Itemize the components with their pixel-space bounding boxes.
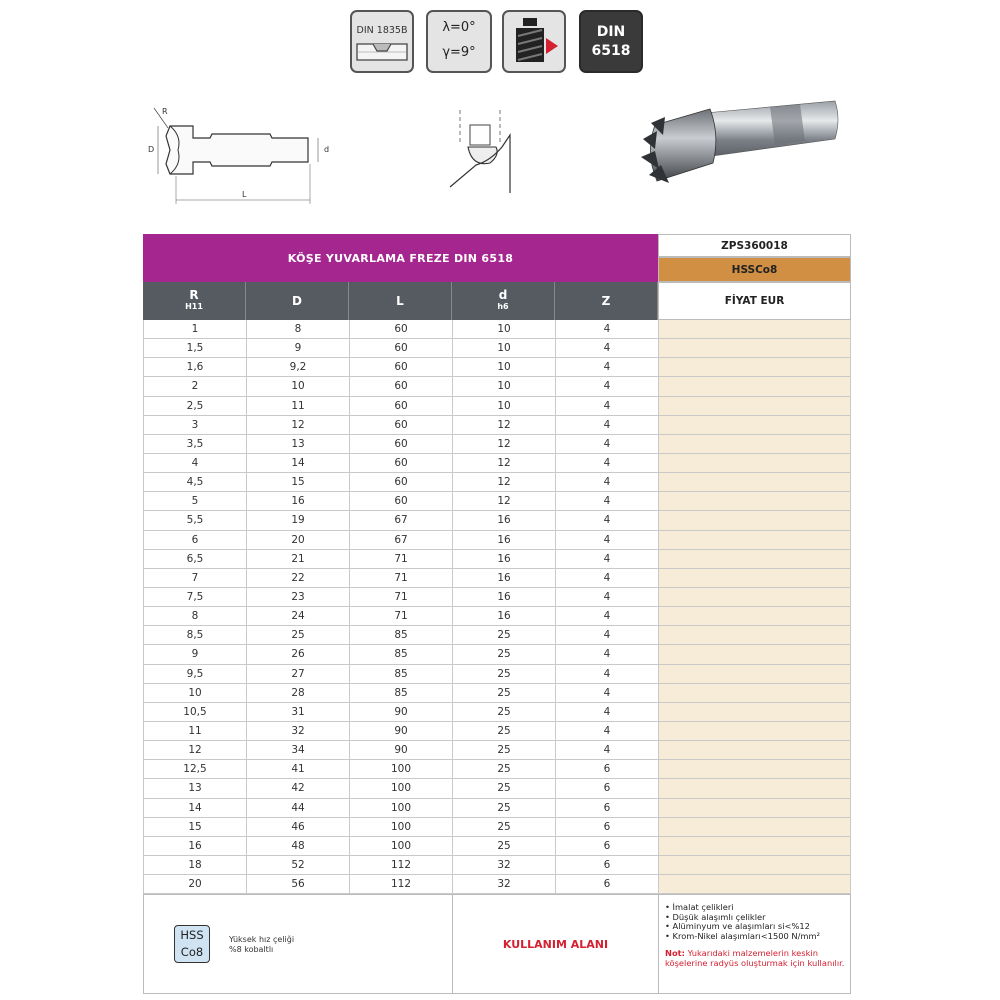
table-cell: 21 — [246, 550, 349, 568]
table-row — [143, 760, 851, 779]
table-row — [143, 607, 851, 626]
price-cell — [658, 531, 851, 549]
table-cell: 20 — [246, 531, 349, 549]
table-cell: 4 — [555, 511, 658, 529]
table-cell: 67 — [349, 511, 452, 529]
table-cell: 4 — [555, 569, 658, 587]
table-cell: 100 — [349, 837, 452, 855]
usage-note: Not: Yukarıdaki malzemelerin keskin köşelerine radyüs oluşturmak için kullanılır. — [665, 948, 845, 968]
cutting-direction-icon — [504, 12, 564, 71]
table-cell: 14 — [143, 799, 246, 817]
cutting-direction-badge — [502, 10, 566, 73]
table-cell: 60 — [349, 473, 452, 491]
table-cell: 44 — [246, 799, 349, 817]
table-cell: 13 — [246, 435, 349, 453]
table-cell: 25 — [246, 626, 349, 644]
table-cell: 112 — [349, 856, 452, 874]
table-cell: 12 — [452, 435, 555, 453]
table-cell: 4 — [555, 741, 658, 759]
table-cell: 60 — [349, 377, 452, 395]
table-cell: 67 — [349, 531, 452, 549]
table-cell: 85 — [349, 665, 452, 683]
table-cell: 4 — [555, 607, 658, 625]
table-cell: 6,5 — [143, 550, 246, 568]
table-cell: 52 — [246, 856, 349, 874]
table-cell: 100 — [349, 818, 452, 836]
table-cell: 18 — [143, 856, 246, 874]
table-cell: 28 — [246, 684, 349, 702]
table-cell: 27 — [246, 665, 349, 683]
table-cell: 71 — [349, 569, 452, 587]
table-cell: 32 — [246, 722, 349, 740]
table-cell: 25 — [452, 818, 555, 836]
table-cell: 10 — [452, 397, 555, 415]
table-cell: 4 — [555, 665, 658, 683]
table-cell: 12 — [246, 416, 349, 434]
table-cell: 60 — [349, 320, 452, 338]
price-cell — [658, 377, 851, 395]
table-cell: 1 — [143, 320, 246, 338]
table-cell: 12 — [452, 416, 555, 434]
table-row — [143, 511, 851, 530]
price-cell — [658, 416, 851, 434]
shank-diameter-label: d — [324, 145, 330, 154]
table-cell: 8 — [143, 607, 246, 625]
table-cell: 25 — [452, 665, 555, 683]
table-cell: 16 — [246, 492, 349, 510]
product-code: ZPS360018 — [658, 234, 851, 257]
table-cell: 85 — [349, 684, 452, 702]
table-row — [143, 416, 851, 435]
usage-item: • İmalat çelikleri — [665, 903, 852, 913]
table-cell: 6 — [555, 760, 658, 778]
table-cell: 2 — [143, 377, 246, 395]
price-cell — [658, 435, 851, 453]
price-cell — [658, 684, 851, 702]
usage-item: • Alüminyum ve alaşımları si<%12 — [665, 922, 852, 932]
table-cell: 15 — [246, 473, 349, 491]
table-row — [143, 397, 851, 416]
price-cell — [658, 818, 851, 836]
table-cell: 10 — [452, 320, 555, 338]
material-info — [144, 895, 453, 993]
usage-list — [659, 895, 852, 993]
usage-sketch — [440, 105, 530, 200]
table-cell: 11 — [246, 397, 349, 415]
table-cell: 4 — [555, 703, 658, 721]
price-cell — [658, 339, 851, 357]
price-cell — [658, 645, 851, 663]
din-label: DIN — [596, 24, 626, 40]
table-cell: 90 — [349, 741, 452, 759]
table-cell: 16 — [452, 569, 555, 587]
price-cell — [658, 492, 851, 510]
table-cell: 60 — [349, 492, 452, 510]
table-cell: 6 — [555, 818, 658, 836]
price-cell — [658, 320, 851, 338]
table-cell: 10 — [246, 377, 349, 395]
table-cell: 2,5 — [143, 397, 246, 415]
table-row — [143, 492, 851, 511]
table-cell: 56 — [246, 875, 349, 893]
table-row — [143, 856, 851, 875]
table-cell: 4 — [555, 377, 658, 395]
table-cell: 60 — [349, 416, 452, 434]
table-cell: 14 — [246, 454, 349, 472]
table-cell: 42 — [246, 779, 349, 797]
table-row — [143, 550, 851, 569]
table-cell: 16 — [452, 550, 555, 568]
table-cell: 9,5 — [143, 665, 246, 683]
usage-title: KULLANIM ALANI — [453, 895, 659, 993]
table-row — [143, 531, 851, 550]
table-row — [143, 722, 851, 741]
din-6518-badge — [579, 10, 643, 73]
table-cell: 71 — [349, 550, 452, 568]
table-cell: 6 — [555, 875, 658, 893]
table-cell: 25 — [452, 684, 555, 702]
table-cell: 32 — [452, 856, 555, 874]
table-cell: 26 — [246, 645, 349, 663]
price-header: FİYAT EUR — [658, 282, 851, 320]
table-cell: 1,5 — [143, 339, 246, 357]
table-cell: 6 — [555, 779, 658, 797]
table-cell: 5 — [143, 492, 246, 510]
table-cell: 24 — [246, 607, 349, 625]
table-cell: 9 — [246, 339, 349, 357]
table-cell: 10 — [452, 358, 555, 376]
table-cell: 60 — [349, 454, 452, 472]
table-cell: 4 — [555, 416, 658, 434]
table-cell: 60 — [349, 339, 452, 357]
table-cell: 71 — [349, 607, 452, 625]
table-cell: 6 — [555, 799, 658, 817]
table-cell: 4,5 — [143, 473, 246, 491]
table-row — [143, 799, 851, 818]
table-cell: 100 — [349, 760, 452, 778]
table-cell: 7 — [143, 569, 246, 587]
radius-label: R — [162, 107, 168, 116]
table-cell: 23 — [246, 588, 349, 606]
price-cell — [658, 875, 851, 893]
table-cell: 25 — [452, 741, 555, 759]
table-cell: 48 — [246, 837, 349, 855]
table-cell: 25 — [452, 799, 555, 817]
table-cell: 31 — [246, 703, 349, 721]
table-row — [143, 339, 851, 358]
table-cell: 25 — [452, 760, 555, 778]
table-cell: 12 — [143, 741, 246, 759]
table-row — [143, 779, 851, 798]
lambda-angle: λ=0° — [442, 20, 476, 35]
column-header-d-shank: d h6 — [452, 282, 555, 320]
hss-co8-badge: HSS Co8 — [174, 925, 210, 963]
table-cell: 3 — [143, 416, 246, 434]
table-cell: 90 — [349, 703, 452, 721]
table-row — [143, 358, 851, 377]
table-row — [143, 473, 851, 492]
table-cell: 1,6 — [143, 358, 246, 376]
table-cell: 60 — [349, 397, 452, 415]
price-cell — [658, 856, 851, 874]
table-cell: 25 — [452, 626, 555, 644]
product-image — [635, 95, 845, 205]
table-cell: 6 — [143, 531, 246, 549]
table-cell: 90 — [349, 722, 452, 740]
table-cell: 4 — [555, 531, 658, 549]
table-cell: 4 — [555, 397, 658, 415]
table-cell: 4 — [555, 722, 658, 740]
shank-standard-label: DIN 1835B — [356, 25, 408, 36]
price-cell — [658, 511, 851, 529]
price-cell — [658, 454, 851, 472]
table-cell: 46 — [246, 818, 349, 836]
price-cell — [658, 473, 851, 491]
table-cell: 4 — [555, 454, 658, 472]
table-cell: 11 — [143, 722, 246, 740]
diameter-label: D — [148, 145, 155, 154]
table-cell: 12,5 — [143, 760, 246, 778]
table-cell: 112 — [349, 875, 452, 893]
table-cell: 12 — [452, 473, 555, 491]
table-cell: 25 — [452, 722, 555, 740]
table-cell: 13 — [143, 779, 246, 797]
table-cell: 25 — [452, 779, 555, 797]
table-row — [143, 377, 851, 396]
gamma-angle: γ=9° — [442, 45, 476, 60]
table-cell: 16 — [452, 531, 555, 549]
column-header-r: R H11 — [143, 282, 246, 320]
table-row — [143, 684, 851, 703]
table-cell: 4 — [555, 358, 658, 376]
table-row — [143, 665, 851, 684]
table-cell: 15 — [143, 818, 246, 836]
table-row — [143, 703, 851, 722]
table-cell: 22 — [246, 569, 349, 587]
table-cell: 4 — [555, 588, 658, 606]
table-cell: 60 — [349, 358, 452, 376]
table-cell: 16 — [452, 607, 555, 625]
table-cell: 4 — [143, 454, 246, 472]
table-cell: 60 — [349, 435, 452, 453]
table-cell: 8,5 — [143, 626, 246, 644]
table-row — [143, 645, 851, 664]
price-cell — [658, 397, 851, 415]
table-title: KÖŞE YUVARLAMA FREZE DIN 6518 — [143, 234, 658, 282]
table-cell: 6 — [555, 837, 658, 855]
table-row — [143, 626, 851, 645]
price-cell — [658, 779, 851, 797]
hss-description: Yüksek hız çeliği %8 kobaltlı — [229, 935, 295, 954]
price-cell — [658, 837, 851, 855]
table-row — [143, 837, 851, 856]
table-row — [143, 569, 851, 588]
price-cell — [658, 722, 851, 740]
price-cell — [658, 607, 851, 625]
table-cell: 85 — [349, 645, 452, 663]
price-cell — [658, 569, 851, 587]
table-cell: 34 — [246, 741, 349, 759]
table-cell: 10 — [143, 684, 246, 702]
table-cell: 10 — [452, 377, 555, 395]
table-cell: 8 — [246, 320, 349, 338]
badge-strip — [350, 10, 644, 74]
product-table — [143, 234, 851, 994]
column-header-d-outer: D — [246, 282, 349, 320]
table-cell: 7,5 — [143, 588, 246, 606]
table-row — [143, 435, 851, 454]
table-cell: 4 — [555, 492, 658, 510]
table-cell: 4 — [555, 473, 658, 491]
price-cell — [658, 358, 851, 376]
table-cell: 20 — [143, 875, 246, 893]
table-cell: 4 — [555, 339, 658, 357]
table-cell: 25 — [452, 645, 555, 663]
table-row — [143, 320, 851, 339]
table-cell: 100 — [349, 779, 452, 797]
price-cell — [658, 626, 851, 644]
table-cell: 19 — [246, 511, 349, 529]
table-cell: 4 — [555, 626, 658, 644]
table-cell: 4 — [555, 435, 658, 453]
table-footer — [143, 894, 851, 994]
table-body — [143, 320, 851, 894]
table-row — [143, 588, 851, 607]
table-cell: 10 — [452, 339, 555, 357]
table-cell: 12 — [452, 454, 555, 472]
usage-item: • Düşük alaşımlı çelikler — [665, 913, 852, 923]
price-cell — [658, 703, 851, 721]
table-cell: 6 — [555, 856, 658, 874]
price-cell — [658, 665, 851, 683]
angles-badge — [426, 10, 492, 73]
table-cell: 5,5 — [143, 511, 246, 529]
table-row — [143, 741, 851, 760]
table-row — [143, 818, 851, 837]
shank-icon — [353, 38, 413, 68]
table-cell: 16 — [452, 511, 555, 529]
table-cell: 10,5 — [143, 703, 246, 721]
table-cell: 71 — [349, 588, 452, 606]
table-cell: 100 — [349, 799, 452, 817]
usage-item: • Krom-Nikel alaşımları<1500 N/mm² — [665, 932, 852, 942]
table-row — [143, 875, 851, 894]
table-cell: 16 — [452, 588, 555, 606]
length-label: L — [242, 190, 247, 199]
price-cell — [658, 799, 851, 817]
table-cell: 25 — [452, 703, 555, 721]
table-cell: 9 — [143, 645, 246, 663]
table-cell: 9,2 — [246, 358, 349, 376]
table-cell: 4 — [555, 645, 658, 663]
price-cell — [658, 550, 851, 568]
price-cell — [658, 588, 851, 606]
shank-standard-badge — [350, 10, 414, 73]
tool-dimension-drawing — [138, 100, 338, 210]
table-cell: 32 — [452, 875, 555, 893]
table-cell: 4 — [555, 320, 658, 338]
table-cell: 16 — [143, 837, 246, 855]
price-cell — [658, 760, 851, 778]
column-header-z: Z — [555, 282, 658, 320]
table-cell: 85 — [349, 626, 452, 644]
column-header-l: L — [349, 282, 452, 320]
price-cell — [658, 741, 851, 759]
table-cell: 25 — [452, 837, 555, 855]
table-cell: 4 — [555, 550, 658, 568]
din-number: 6518 — [591, 43, 631, 59]
table-row — [143, 454, 851, 473]
table-cell: 12 — [452, 492, 555, 510]
material-label: HSSCo8 — [658, 257, 851, 282]
table-cell: 41 — [246, 760, 349, 778]
table-cell: 4 — [555, 684, 658, 702]
table-cell: 3,5 — [143, 435, 246, 453]
